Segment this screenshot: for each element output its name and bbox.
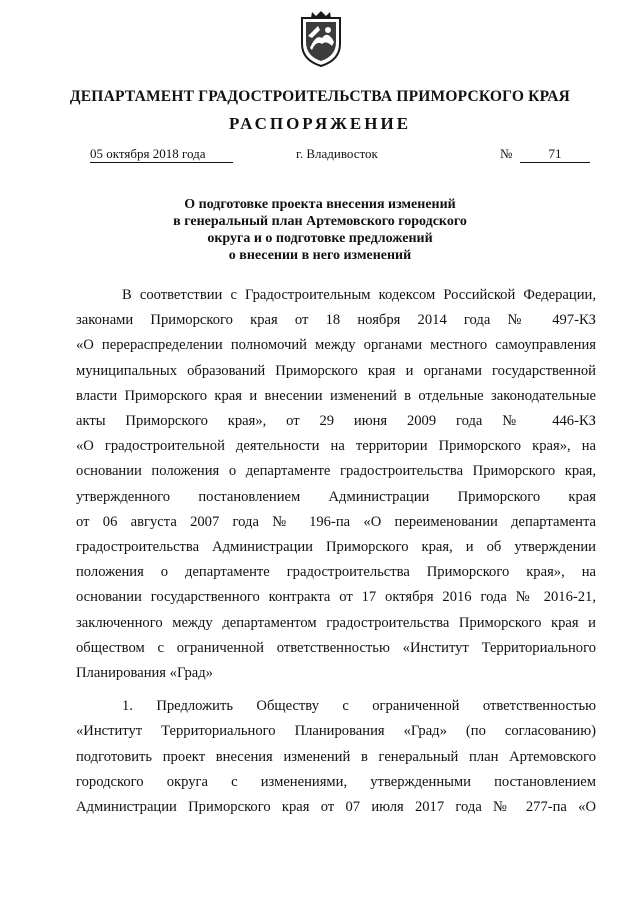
body-line: законами Приморского края от 18 ноября 2014 года № 497-КЗ (76, 312, 596, 329)
department-name: ДЕПАРТАМЕНТ ГРАДОСТРОИТЕЛЬСТВА ПРИМОРСКОГО КРАЯ (69, 88, 571, 105)
document-type: РАСПОРЯЖЕНИЕ (228, 114, 412, 133)
body-line: обществом с ограниченной ответственностью «Институт Территориального (76, 639, 596, 656)
document-body (76, 283, 596, 820)
body-line: власти Приморского края и внесении изменений в отдельные законодательные (76, 387, 596, 404)
body-line: «О градостроительной деятельности на территории Приморского края», на (76, 438, 596, 455)
body-line: градостроительства Администрации Приморского края, и об утверждении (76, 539, 596, 556)
document-number: 71 (520, 146, 590, 163)
title-line: округа и о подготовке предложений (207, 231, 433, 246)
body-line: основании государственного контракта от 17 октября 2016 года № 2016-21, (76, 589, 596, 606)
body-line: основании положения о департаменте градостроительства Приморского края, (76, 463, 596, 480)
body-line: заключенного между департаментом градостроительства Приморского края и (76, 614, 596, 631)
document-number-label: № (500, 146, 513, 161)
body-line: положения о департаменте градостроительства Приморского края», на (76, 564, 596, 581)
body-line: городского округа с изменениями, утвержденными постановлением (76, 773, 596, 790)
document-date: 05 октября 2018 года (90, 146, 233, 163)
coat-of-arms-icon (298, 8, 344, 68)
body-line: акты Приморского края», от 29 июня 2009 года № 446-КЗ (76, 413, 596, 430)
body-line: утвержденного постановлением Администрации Приморского края (76, 488, 596, 505)
body-line: «О перераспределении полномочий между органами местного самоуправления (76, 337, 596, 354)
body-line: В соответствии с Градостроительным кодексом Российской Федерации, (122, 287, 596, 303)
body-line: от 06 августа 2007 года № 196-па «О переименовании департамента (76, 513, 596, 530)
body-line: «Институт Территориального Планирования «Град» (по согласованию) (76, 723, 596, 740)
body-line: Администрации Приморского края от 07 июля 2017 года № 277-па «О (76, 799, 596, 816)
body-line: муниципальных образований Приморского края и органами государственной (76, 362, 596, 379)
document-city: г. Владивосток (296, 146, 378, 161)
body-line: подготовить проект внесения изменений в генеральный план Артемовского (76, 748, 596, 765)
title-line: в генеральный план Артемовского городского (173, 214, 467, 229)
title-line: О подготовке проекта внесения изменений (184, 197, 456, 212)
body-line: Планирования «Град» (76, 665, 213, 682)
body-line: 1. Предложить Обществу с ограниченной ответственностью (122, 698, 596, 715)
document-title (120, 196, 520, 264)
title-line: о внесении в него изменений (228, 248, 412, 263)
